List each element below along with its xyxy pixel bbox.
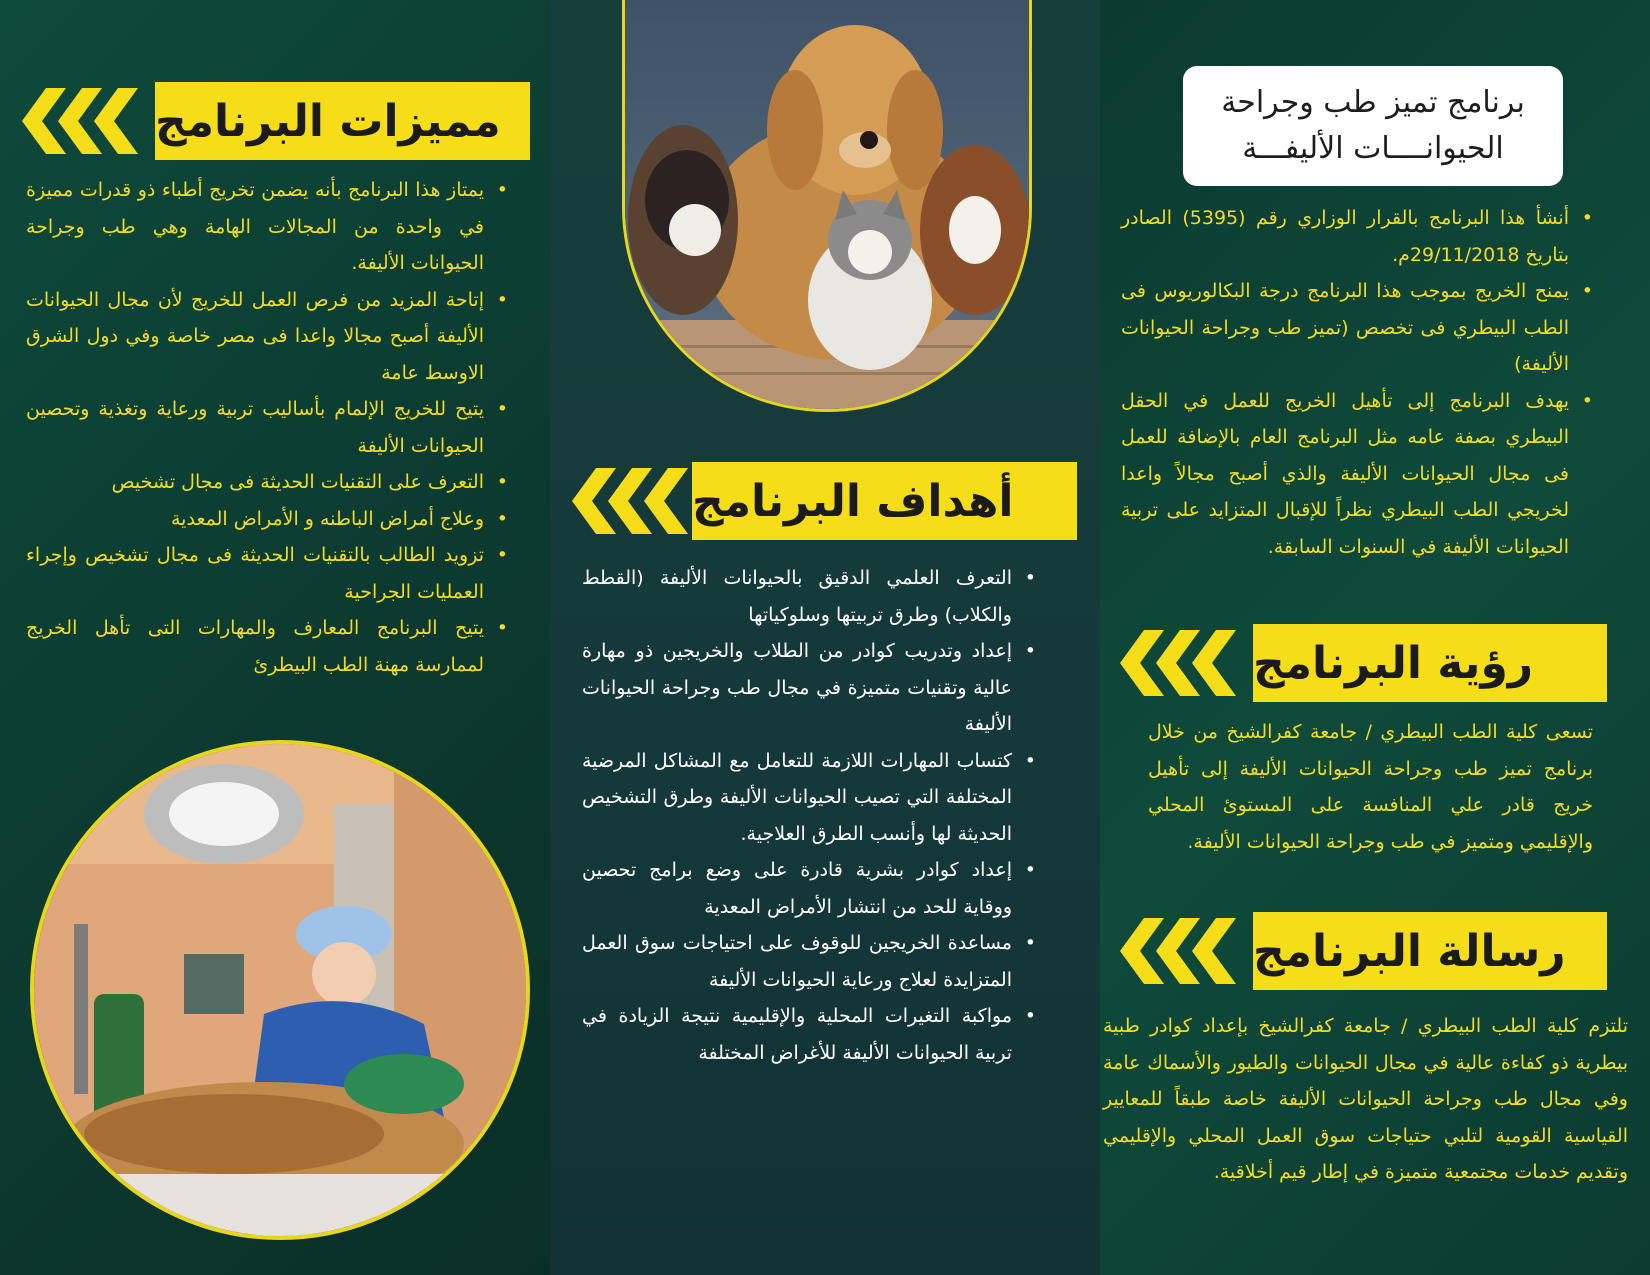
chevrons-icon: [22, 82, 162, 160]
list-item: • يمنح الخريج بموجب هذا البرنامج درجة البكالوريوس فى الطب البيطري فى تخصص (تميز طب وجراحة الحيوانات الأليفة): [1121, 273, 1569, 383]
veterinary-surgery-photo: [30, 740, 530, 1240]
features-heading: مميزات البرنامج: [155, 95, 501, 147]
goals-list: [582, 560, 1038, 1071]
program-title-line2: الحيوانــــات الأليفـــة: [1242, 131, 1504, 166]
features-list: [26, 172, 510, 683]
about-list: [1121, 200, 1595, 565]
mission-heading: رسالة البرنامج: [1253, 925, 1566, 977]
list-item: • إتاحة المزيد من فرص العمل للخريج لأن مجال الحيوانات الأليفة أصبح مجالا واعدا فى مصر خاصة وفي دول الشرق الاوسط عامة: [26, 282, 484, 392]
vision-text: تسعى كلية الطب البيطري / جامعة كفرالشيخ من خلال برنامج تميز طب وجراحة الحيوانات الأليفة إلى تأهيل خريج قادر علي المنافسة على المستوئ المحلي والإقليمي ومتميز في طب وجراحة الحيوانات الأليفة.: [1148, 721, 1593, 853]
list-item: • يهدف البرنامج إلى تأهيل الخريج للعمل في الحقل البيطري بصفة عامه مثل البرنامج العام بالإضافة للعمل فى مجال الحيوانات الأليفة والذي أصبح مجالاً واعدا لخريجي الطب البيطري نظراً للإقبال المتزايد على تربية الحيوانات الأليفة في السنوات السابقة.: [1121, 383, 1569, 566]
features-banner: [22, 82, 530, 160]
program-title: [1183, 66, 1563, 186]
list-item: • أنشأ هذا البرنامج بالقرار الوزاري رقم (5395) الصادر بتاريخ 29/11/2018م.: [1121, 200, 1569, 273]
chevrons-icon: [1120, 624, 1260, 702]
list-item: • إعداد كوادر بشرية قادرة على وضع برامج تحصين ووقاية للحد من انتشار الأمراض المعدية: [582, 852, 1012, 925]
mission-text: تلتزم كلية الطب البيطري / جامعة كفرالشيخ بإعداد كوادر طبية بيطرية ذو كفاءة عالية في مجال الحيوانات والطيور والأسماك عامة وفي مجال طب وجراحة الحيوانات الأليفة خاصة طبقاً للمعايير القياسية القومية لتلبي حتياجات سوق العمل المحلي والإقليمي وتقديم خدمات مجتمعية متميزة في إطار قيم أخلاقية.: [1103, 1015, 1628, 1183]
list-item: • يتيح للخريج الإلمام بأساليب تربية ورعاية وتغذية وتحصين الحيوانات الأليفة: [26, 391, 484, 464]
chevrons-icon: [572, 462, 712, 540]
goals-heading: أهداف البرنامج: [692, 475, 1014, 527]
goals-banner: [572, 462, 1077, 540]
list-item: • تزويد الطالب بالتقنيات الحديثة فى مجال تشخيص وإجراء العمليات الجراحية: [26, 537, 484, 610]
list-item: • يتيح البرنامج المعارف والمهارات التى تأهل الخريج لممارسة مهنة الطب البيطرئ: [26, 610, 484, 683]
pets-group-photo: [622, 0, 1032, 412]
list-item: • وعلاج أمراض الباطنه و الأمراض المعدية: [26, 501, 484, 538]
vision-banner: [1120, 624, 1607, 702]
list-item: • مواكبة التغيرات المحلية والإقليمية نتيجة الزيادة في تربية الحيوانات الأليفة للأغراض المختلفة: [582, 998, 1012, 1071]
chevrons-icon: [1120, 912, 1260, 990]
list-item: • التعرف على التقنيات الحديثة فى مجال تشخيص: [26, 464, 484, 501]
mission-banner: [1120, 912, 1607, 990]
program-title-line1: برنامج تميز طب وجراحة: [1221, 85, 1525, 120]
list-item: • يمتاز هذا البرنامج بأنه يضمن تخريج أطباء ذو قدرات مميزة في واحدة من المجالات الهامة وهي طب وجراحة الحيوانات الأليفة.: [26, 172, 484, 282]
vision-heading: رؤية البرنامج: [1253, 637, 1534, 689]
list-item: • مساعدة الخريجين للوقوف على احتياجات سوق العمل المتزايدة لعلاج ورعاية الحيوانات الأليفة: [582, 925, 1012, 998]
list-item: • إعداد وتدريب كوادر من الطلاب والخريجين ذو مهارة عالية وتقنيات متميزة في مجال طب وجراحة الحيوانات الأليفة: [582, 633, 1012, 743]
list-item: • كتساب المهارات اللازمة للتعامل مع المشاكل المرضية المختلفة التي تصيب الحيوانات الأليفة وطرق التشخيص الحديثة لها وأنسب الطرق العلاجية.: [582, 743, 1012, 853]
list-item: • التعرف العلمي الدقيق بالحيوانات الأليفة (القطط والكلاب) وطرق تربيتها وسلوكياتها: [582, 560, 1012, 633]
